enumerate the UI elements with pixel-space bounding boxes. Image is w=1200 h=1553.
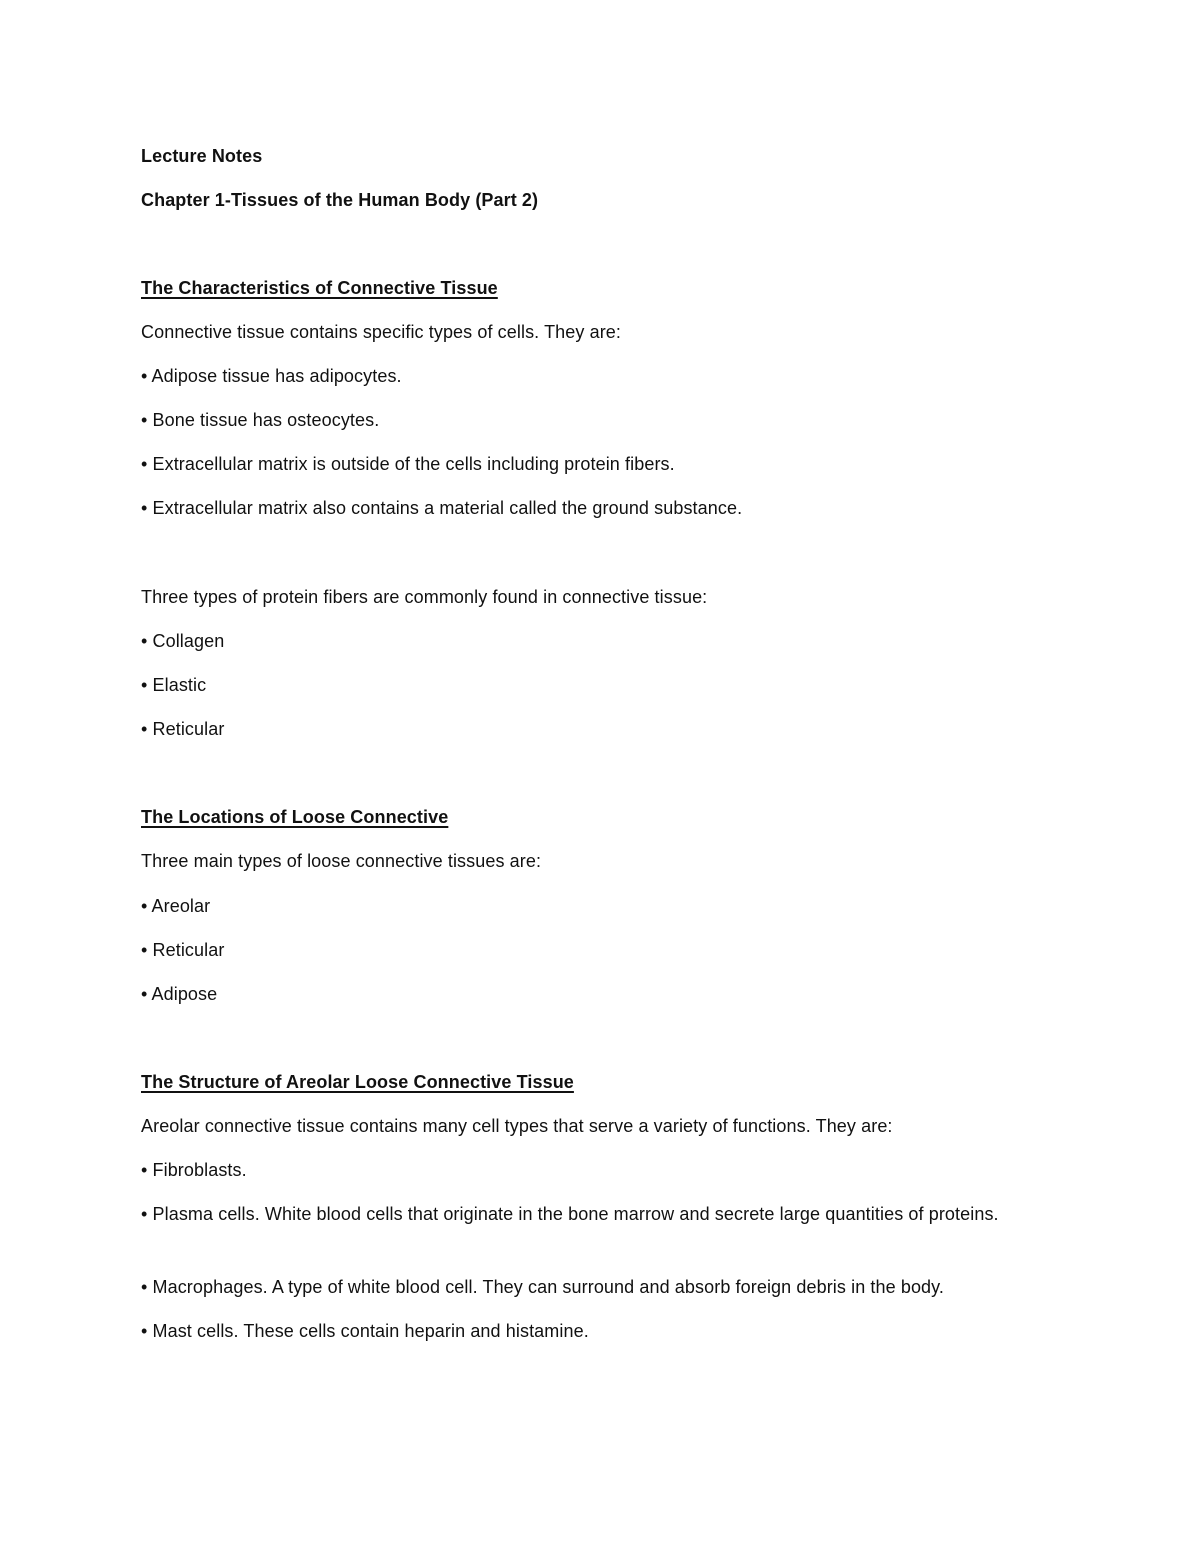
bullet-item: • Bone tissue has osteocytes. xyxy=(141,410,380,430)
bullet-item: • Macrophages. A type of white blood cell. They can surround and absorb foreign debris in the body. xyxy=(141,1277,945,1297)
bullet-item: • Plasma cells. White blood cells that originate in the bone marrow and secrete large quantities of proteins. xyxy=(141,1204,999,1224)
bullet-item: • Elastic xyxy=(141,675,207,695)
bullet-item: • Mast cells. These cells contain heparin and histamine. xyxy=(141,1321,589,1341)
section-intro: Areolar connective tissue contains many cell types that serve a variety of functions. They are: xyxy=(141,1116,893,1136)
section-intro: Three types of protein fibers are commonly found in connective tissue: xyxy=(141,587,708,607)
bullet-item: • Fibroblasts. xyxy=(141,1160,247,1180)
document-subtitle: Chapter 1-Tissues of the Human Body (Part 2) xyxy=(141,190,539,210)
bullet-item: • Extracellular matrix is outside of the cells including protein fibers. xyxy=(141,454,675,474)
bullet-item: • Extracellular matrix also contains a material called the ground substance. xyxy=(141,498,743,518)
section-intro: Three main types of loose connective tissues are: xyxy=(141,851,542,871)
bullet-item: • Reticular xyxy=(141,719,225,739)
bullet-item: • Collagen xyxy=(141,631,225,651)
section-intro: Connective tissue contains specific types of cells. They are: xyxy=(141,322,621,342)
section-heading-locations: The Locations of Loose Connective xyxy=(141,807,449,827)
section-heading-structure: The Structure of Areolar Loose Connective Tissue xyxy=(141,1072,574,1092)
bullet-item: • Reticular xyxy=(141,940,225,960)
document-title: Lecture Notes xyxy=(141,146,263,166)
bullet-item: • Adipose xyxy=(141,984,218,1004)
bullet-item: • Adipose tissue has adipocytes. xyxy=(141,366,402,386)
bullet-item: • Areolar xyxy=(141,896,211,916)
section-heading-characteristics: The Characteristics of Connective Tissue xyxy=(141,278,498,298)
